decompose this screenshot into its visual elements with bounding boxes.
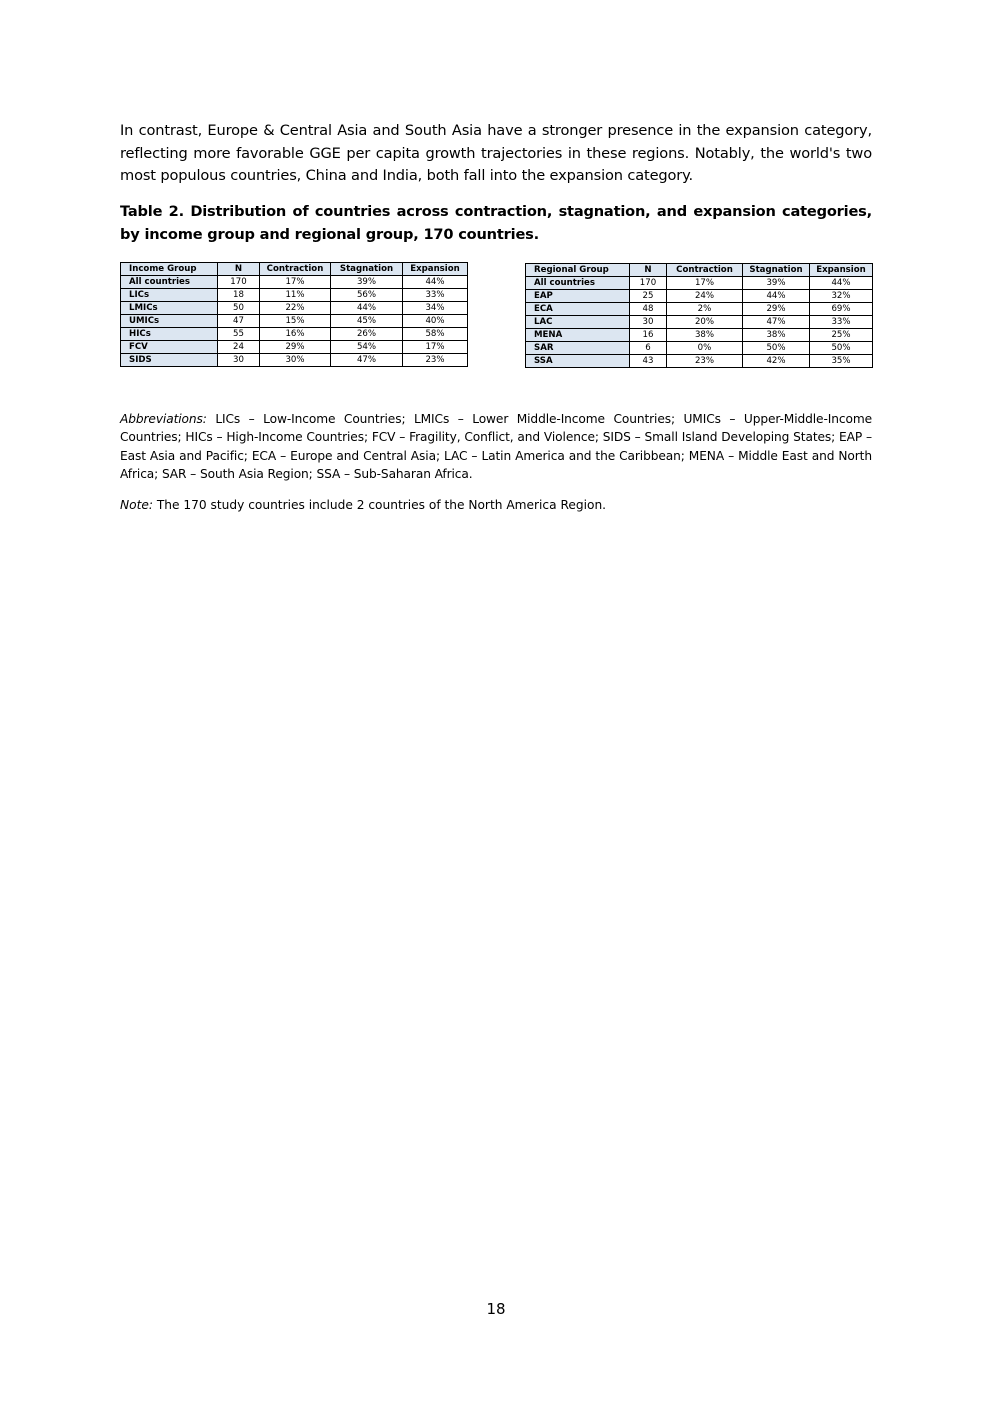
note-text: The 170 study countries include 2 countries of the North America Region.: [156, 498, 607, 512]
cell-expansion: 44%: [810, 277, 873, 290]
cell-stagnation: 45%: [331, 315, 403, 328]
cell-expansion: 33%: [810, 316, 873, 329]
cell-contraction: 15%: [260, 315, 331, 328]
cell-n: 30: [218, 354, 260, 367]
table-header-row: [526, 264, 873, 277]
row-label: SSA: [526, 355, 630, 368]
cell-stagnation: 47%: [743, 316, 810, 329]
table-row: [121, 354, 468, 367]
cell-stagnation: 42%: [743, 355, 810, 368]
cell-n: 50: [218, 302, 260, 315]
row-label: LMICs: [121, 302, 218, 315]
table-row: [121, 289, 468, 302]
table-header-row: [121, 263, 468, 276]
cell-n: 24: [218, 341, 260, 354]
income-group-table: [120, 262, 468, 367]
header-income-group: Income Group: [121, 263, 218, 276]
header-stagnation: Stagnation: [331, 263, 403, 276]
table-row: [526, 277, 873, 290]
table-row: [121, 276, 468, 289]
cell-expansion: 25%: [810, 329, 873, 342]
table-row: [526, 290, 873, 303]
cell-stagnation: 50%: [743, 342, 810, 355]
cell-contraction: 17%: [260, 276, 331, 289]
cell-n: 25: [630, 290, 667, 303]
cell-contraction: 30%: [260, 354, 331, 367]
table-row: [526, 316, 873, 329]
cell-stagnation: 47%: [331, 354, 403, 367]
row-label: ECA: [526, 303, 630, 316]
page-number: 18: [486, 1300, 506, 1318]
regional-group-table: [525, 263, 873, 368]
cell-contraction: 38%: [667, 329, 743, 342]
cell-contraction: 11%: [260, 289, 331, 302]
table-row: [121, 302, 468, 315]
cell-expansion: 35%: [810, 355, 873, 368]
intro-paragraph: In contrast, Europe & Central Asia and South Asia have a stronger presence in the expansion category, reflecting more favorable GGE per capita growth trajectories in these regions. Notably, the world's two most populous countries, China and India, both fall into the expansion category.: [120, 122, 872, 184]
row-label: SAR: [526, 342, 630, 355]
row-label: EAP: [526, 290, 630, 303]
abbreviations-text: LICs – Low-Income Countries; LMICs – Lower Middle-Income Countries; UMICs – Upper-Middle-Income Countries; HICs – High-Income Countries; FCV – Fragility, Conflict, and Violence; SIDS – Small Island Developing States; EAP – East Asia and Pacific; ECA – Europe and Central Asia; LAC – Latin America and the Caribbean; MENA – Middle East and North Africa; SAR – South Asia Region; SSA – Sub-Saharan Africa.: [120, 412, 873, 482]
cell-n: 48: [630, 303, 667, 316]
cell-n: 55: [218, 328, 260, 341]
row-label: LAC: [526, 316, 630, 329]
header-regional-group: Regional Group: [526, 264, 630, 277]
cell-contraction: 24%: [667, 290, 743, 303]
cell-stagnation: 29%: [743, 303, 810, 316]
row-label: All countries: [121, 276, 218, 289]
header-expansion: Expansion: [810, 264, 873, 277]
cell-expansion: 50%: [810, 342, 873, 355]
cell-stagnation: 38%: [743, 329, 810, 342]
cell-expansion: 40%: [403, 315, 468, 328]
note-paragraph: [120, 496, 872, 514]
header-n: N: [630, 264, 667, 277]
table-caption: Table 2. Distribution of countries across contraction, stagnation, and expansion categories, by income group and regional group, 170 countries.: [120, 203, 872, 243]
cell-expansion: 32%: [810, 290, 873, 303]
cell-expansion: 17%: [403, 341, 468, 354]
cell-stagnation: 56%: [331, 289, 403, 302]
abbreviations-label: Abbreviations:: [120, 412, 207, 426]
row-label: SIDS: [121, 354, 218, 367]
table-row: [526, 355, 873, 368]
cell-n: 43: [630, 355, 667, 368]
cell-contraction: 29%: [260, 341, 331, 354]
row-label: UMICs: [121, 315, 218, 328]
row-label: MENA: [526, 329, 630, 342]
header-n: N: [218, 263, 260, 276]
cell-stagnation: 44%: [331, 302, 403, 315]
table-row: [526, 342, 873, 355]
header-stagnation: Stagnation: [743, 264, 810, 277]
cell-contraction: 22%: [260, 302, 331, 315]
table-row: [121, 341, 468, 354]
cell-stagnation: 54%: [331, 341, 403, 354]
cell-expansion: 33%: [403, 289, 468, 302]
cell-contraction: 2%: [667, 303, 743, 316]
table-row: [121, 328, 468, 341]
row-label: All countries: [526, 277, 630, 290]
table-row: [526, 303, 873, 316]
table-row: [121, 315, 468, 328]
cell-n: 170: [630, 277, 667, 290]
cell-contraction: 16%: [260, 328, 331, 341]
cell-stagnation: 44%: [743, 290, 810, 303]
cell-contraction: 17%: [667, 277, 743, 290]
cell-contraction: 0%: [667, 342, 743, 355]
cell-contraction: 23%: [667, 355, 743, 368]
row-label: LICs: [121, 289, 218, 302]
cell-expansion: 23%: [403, 354, 468, 367]
cell-n: 47: [218, 315, 260, 328]
cell-expansion: 34%: [403, 302, 468, 315]
cell-n: 6: [630, 342, 667, 355]
header-contraction: Contraction: [260, 263, 331, 276]
cell-n: 16: [630, 329, 667, 342]
header-expansion: Expansion: [403, 263, 468, 276]
cell-n: 18: [218, 289, 260, 302]
cell-expansion: 69%: [810, 303, 873, 316]
note-label: Note:: [120, 498, 153, 512]
cell-n: 170: [218, 276, 260, 289]
cell-n: 30: [630, 316, 667, 329]
cell-stagnation: 39%: [743, 277, 810, 290]
row-label: FCV: [121, 341, 218, 354]
abbreviations-paragraph: [120, 410, 872, 484]
cell-expansion: 44%: [403, 276, 468, 289]
table-row: [526, 329, 873, 342]
cell-expansion: 58%: [403, 328, 468, 341]
header-contraction: Contraction: [667, 264, 743, 277]
cell-contraction: 20%: [667, 316, 743, 329]
cell-stagnation: 26%: [331, 328, 403, 341]
cell-stagnation: 39%: [331, 276, 403, 289]
row-label: HICs: [121, 328, 218, 341]
